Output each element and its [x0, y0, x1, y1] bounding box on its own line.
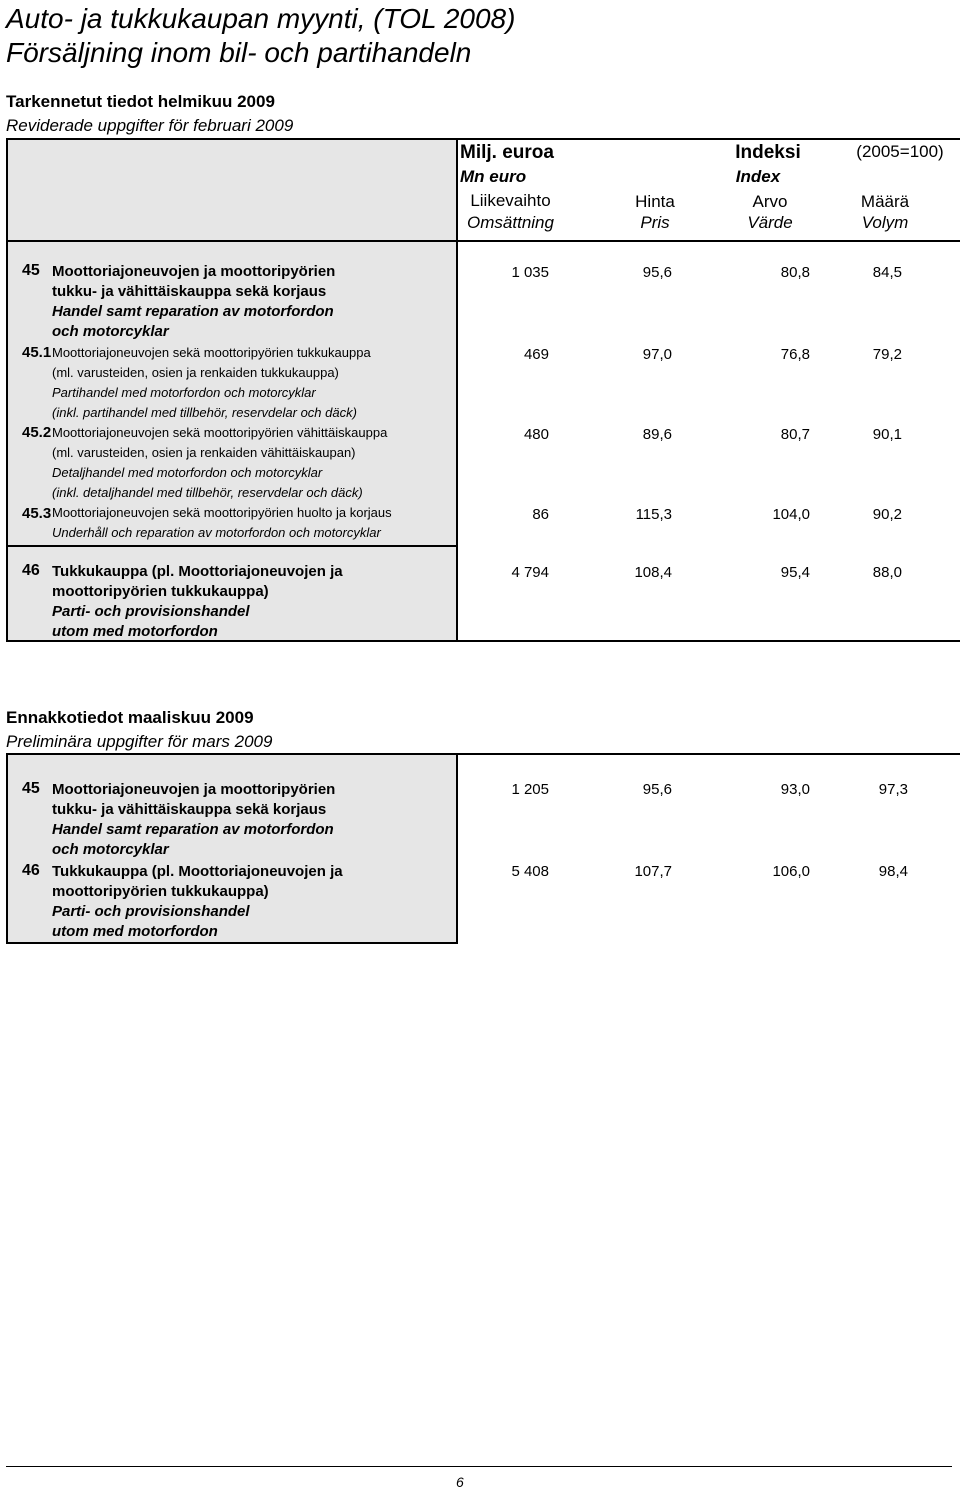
page-number: 6: [456, 1474, 464, 1490]
title-sv: Försäljning inom bil- och partihandeln: [6, 37, 472, 68]
row-label-sv: Underhåll och reparation av motorfordon och motorcyklar: [52, 525, 381, 540]
header-maara: Määrä: [860, 192, 910, 211]
value-maara: 90,1: [872, 426, 902, 443]
value-maara: 90,2: [872, 506, 902, 523]
table2-label-border: [456, 753, 458, 944]
value-maara: 84,5: [872, 264, 902, 281]
table2-left-border: [6, 753, 8, 944]
row-label-fi: moottoripyörien tukkukauppa): [52, 883, 269, 900]
value-arvo: 80,8: [780, 264, 810, 281]
header-varde: Värde: [747, 213, 793, 232]
row-label-sv: Handel samt reparation av motorfordon: [52, 821, 334, 838]
row-label-fi: moottoripyörien tukkukauppa): [52, 583, 269, 600]
section1-heading-sv: Reviderade uppgifter för februari 2009: [6, 116, 294, 135]
header-volym: Volym: [861, 213, 909, 232]
row-code: 45.1: [22, 344, 52, 361]
row-label-sv: och motorcyklar: [52, 323, 169, 340]
row-label-sv: (inkl. partihandel med tillbehör, reservdelar och däck): [52, 405, 357, 420]
value-arvo: 106,0: [772, 863, 810, 880]
table2-top-border: [6, 753, 960, 755]
value-hinta: 97,0: [642, 346, 672, 363]
header-mn-euro: Mn euro: [460, 167, 527, 186]
value-hinta: 89,6: [642, 426, 672, 443]
row-label-fi: Moottoriajoneuvojen sekä moottoripyörien vähittäiskauppa: [52, 425, 388, 440]
row-label-fi: tukku- ja vähittäiskauppa sekä korjaus: [52, 283, 327, 300]
value-liikevaihto: 86: [532, 506, 549, 523]
header-base: (2005=100): [856, 142, 944, 161]
value-liikevaihto: 480: [523, 426, 549, 443]
value-arvo: 93,0: [780, 781, 810, 798]
value-maara: 98,4: [878, 863, 908, 880]
row-code: 45: [22, 780, 40, 797]
header-omsattning: Omsättning: [467, 213, 554, 232]
row-label-fi: Moottoriajoneuvojen ja moottoripyörien: [52, 781, 336, 798]
value-hinta: 95,6: [642, 264, 672, 281]
value-hinta: 115,3: [635, 506, 672, 523]
footer-rule: [6, 1466, 952, 1467]
value-arvo: 80,7: [780, 426, 810, 443]
row-code: 45.2: [22, 424, 52, 441]
value-hinta: 95,6: [642, 781, 672, 798]
table1-row-divider: [6, 545, 458, 547]
value-liikevaihto: 4 794: [511, 564, 549, 581]
row-code: 45.3: [22, 505, 52, 522]
section2-heading-sv: Preliminära uppgifter för mars 2009: [6, 732, 273, 751]
row-label-fi: Tukkukauppa (pl. Moottoriajoneuvojen ja: [52, 863, 343, 880]
row-label-sv: utom med motorfordon: [52, 623, 218, 640]
value-maara: 79,2: [872, 346, 902, 363]
value-maara: 97,3: [878, 781, 908, 798]
row-label-fi: tukku- ja vähittäiskauppa sekä korjaus: [52, 801, 327, 818]
header-hinta: Hinta: [635, 192, 675, 211]
header-milj-euroa: Milj. euroa: [460, 142, 554, 163]
title-fi: Auto- ja tukkukaupan myynti, (TOL 2008): [6, 3, 516, 34]
table1-top-border: [6, 138, 960, 140]
row-label-fi: Moottoriajoneuvojen sekä moottoripyörien huolto ja korjaus: [52, 505, 392, 520]
value-liikevaihto: 1 035: [511, 264, 549, 281]
header-pris: Pris: [640, 213, 670, 232]
row-label-sv: Partihandel med motorfordon och motorcyklar: [52, 385, 316, 400]
row-label-fi: (ml. varusteiden, osien ja renkaiden vähittäiskaupan): [52, 445, 356, 460]
section1-heading-fi: Tarkennetut tiedot helmikuu 2009: [6, 92, 275, 111]
value-hinta: 108,4: [634, 564, 672, 581]
row-label-sv: och motorcyklar: [52, 841, 169, 858]
header-liikevaihto: Liikevaihto: [470, 191, 551, 210]
row-label-fi: Moottoriajoneuvojen sekä moottoripyörien tukkukauppa: [52, 345, 371, 360]
value-liikevaihto: 469: [523, 346, 549, 363]
row-label-fi: (ml. varusteiden, osien ja renkaiden tukkukauppa): [52, 365, 339, 380]
value-arvo: 104,0: [772, 506, 810, 523]
header-arvo: Arvo: [752, 192, 788, 211]
table2-bottom-border: [6, 942, 458, 944]
row-label-sv: (inkl. detaljhandel med tillbehör, reservdelar och däck): [52, 485, 363, 500]
row-label-sv: utom med motorfordon: [52, 923, 218, 940]
value-liikevaihto: 1 205: [511, 781, 549, 798]
row-label-sv: Parti- och provisionshandel: [52, 603, 250, 620]
row-label-sv: Handel samt reparation av motorfordon: [52, 303, 334, 320]
row-label-sv: Detaljhandel med motorfordon och motorcyklar: [52, 465, 323, 480]
row-label-fi: Moottoriajoneuvojen ja moottoripyörien: [52, 263, 336, 280]
value-liikevaihto: 5 408: [511, 863, 549, 880]
row-code: 45: [22, 262, 40, 279]
header-index: Index: [735, 167, 781, 186]
section2-heading-fi: Ennakkotiedot maaliskuu 2009: [6, 708, 254, 727]
row-label-fi: Tukkukauppa (pl. Moottoriajoneuvojen ja: [52, 563, 343, 580]
value-arvo: 76,8: [780, 346, 810, 363]
row-label-sv: Parti- och provisionshandel: [52, 903, 250, 920]
table1-left-border: [6, 138, 8, 642]
value-maara: 88,0: [872, 564, 902, 581]
table1-header-border: [6, 240, 960, 242]
header-indeksi: Indeksi: [735, 142, 801, 163]
row-code: 46: [22, 562, 40, 579]
value-hinta: 107,7: [634, 863, 672, 880]
row-code: 46: [22, 862, 40, 879]
value-arvo: 95,4: [780, 564, 810, 581]
